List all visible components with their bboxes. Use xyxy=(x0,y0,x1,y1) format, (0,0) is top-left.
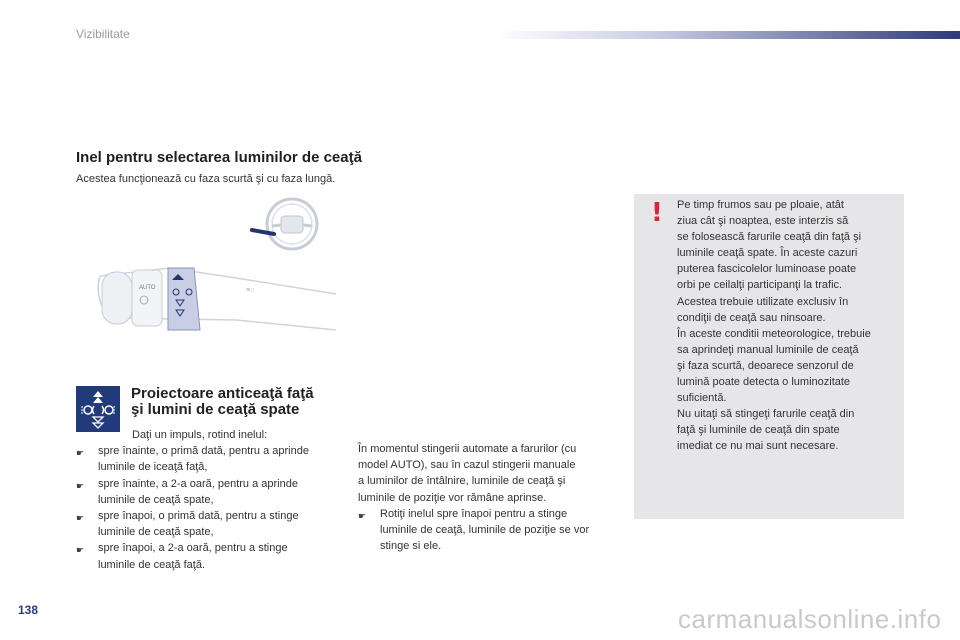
fog-lead: Daţi un impuls, rotind inelul: xyxy=(132,429,268,441)
list-item: ☛ Rotiţi inelul spre înapoi pentru a stinge luminile de ceaţă, luminile de poziţie se vor stinge si ele. xyxy=(358,506,628,555)
header-band xyxy=(495,31,960,39)
auto-note: În momentul stingerii automate a farurilor (cu model AUTO), sau în cazul stingerii manuale a luminilor de întâlnire, luminile de ceaţă şi luminile de poziţie vor rămâne aprinse. ☛ Rotiţi inelul spre înapoi pentru a stinge luminile de ceaţă, luminile de poziţie se vor stinge si ele. xyxy=(358,441,628,554)
auto-label: AUTO xyxy=(139,285,156,291)
warning-icon: ! xyxy=(651,198,663,228)
warning-text: Pe timp frumos sau pe ploaie, atât ziua cât şi noaptea, este interzis să se folosească farurile ceaţă din faţă şi luminile ceaţă spate. În aceste cazuri puterea fascicolelor luminoase poate orbi pe ceilalţi participanţi la trafic. Acestea trebuie utilizate exclusiv în condiţii de ceaţă sau ninsoare. În aceste conditii meteorologice, trebuie sa aprindeţi manual luminile de ceaţă şi faza scurtă, deoarece senzorul de lumină poate detecta o luminozitate suficientă. Nu uitaţi să stingeţi farurile ceaţă din faţă şi luminile de ceaţă din spate imediat ce nu mai sunt necesare. xyxy=(677,199,871,453)
bullet-marker-icon: ☛ xyxy=(358,510,367,521)
fog-instructions xyxy=(76,427,336,573)
fog-section-title: Proiectoare anticeaţă faţă şi lumini de ceaţă spate xyxy=(131,385,314,418)
intro-text: Acestea funcţionează cu faza scurtă şi cu faza lungă. xyxy=(76,173,336,185)
list-item: ☛ spre înainte, o primă dată, pentru a aprinde luminile de iceaţă faţă, xyxy=(76,443,336,475)
steering-wheel-illustration xyxy=(248,196,328,256)
page-number: 138 xyxy=(18,603,39,617)
list-item: ☛ spre înapoi, o primă dată, pentru a stinge luminile de ceaţă spate, xyxy=(76,508,336,540)
list-item: ☛ spre înainte, a 2-a oară, pentru a aprinde luminile de ceaţă spate, xyxy=(76,476,336,508)
watermark: carmanualsonline.info xyxy=(678,604,942,634)
bullet-marker-icon: ☛ xyxy=(76,448,85,459)
bullet-marker-icon: ☛ xyxy=(76,480,85,491)
svg-text:≡○: ≡○ xyxy=(246,287,255,294)
list-item: ☛ spre înapoi, a 2-a oară, pentru a stinge luminile de ceaţă faţă. xyxy=(76,540,336,572)
bullet-marker-icon: ☛ xyxy=(76,545,85,556)
bullet-marker-icon: ☛ xyxy=(76,513,85,524)
fog-lights-icon xyxy=(76,386,120,432)
page-heading: Inel pentru selectarea luminilor de ceaţă xyxy=(76,149,362,166)
section-title: Vizibilitate xyxy=(76,27,130,41)
light-stalk-illustration xyxy=(86,256,340,340)
